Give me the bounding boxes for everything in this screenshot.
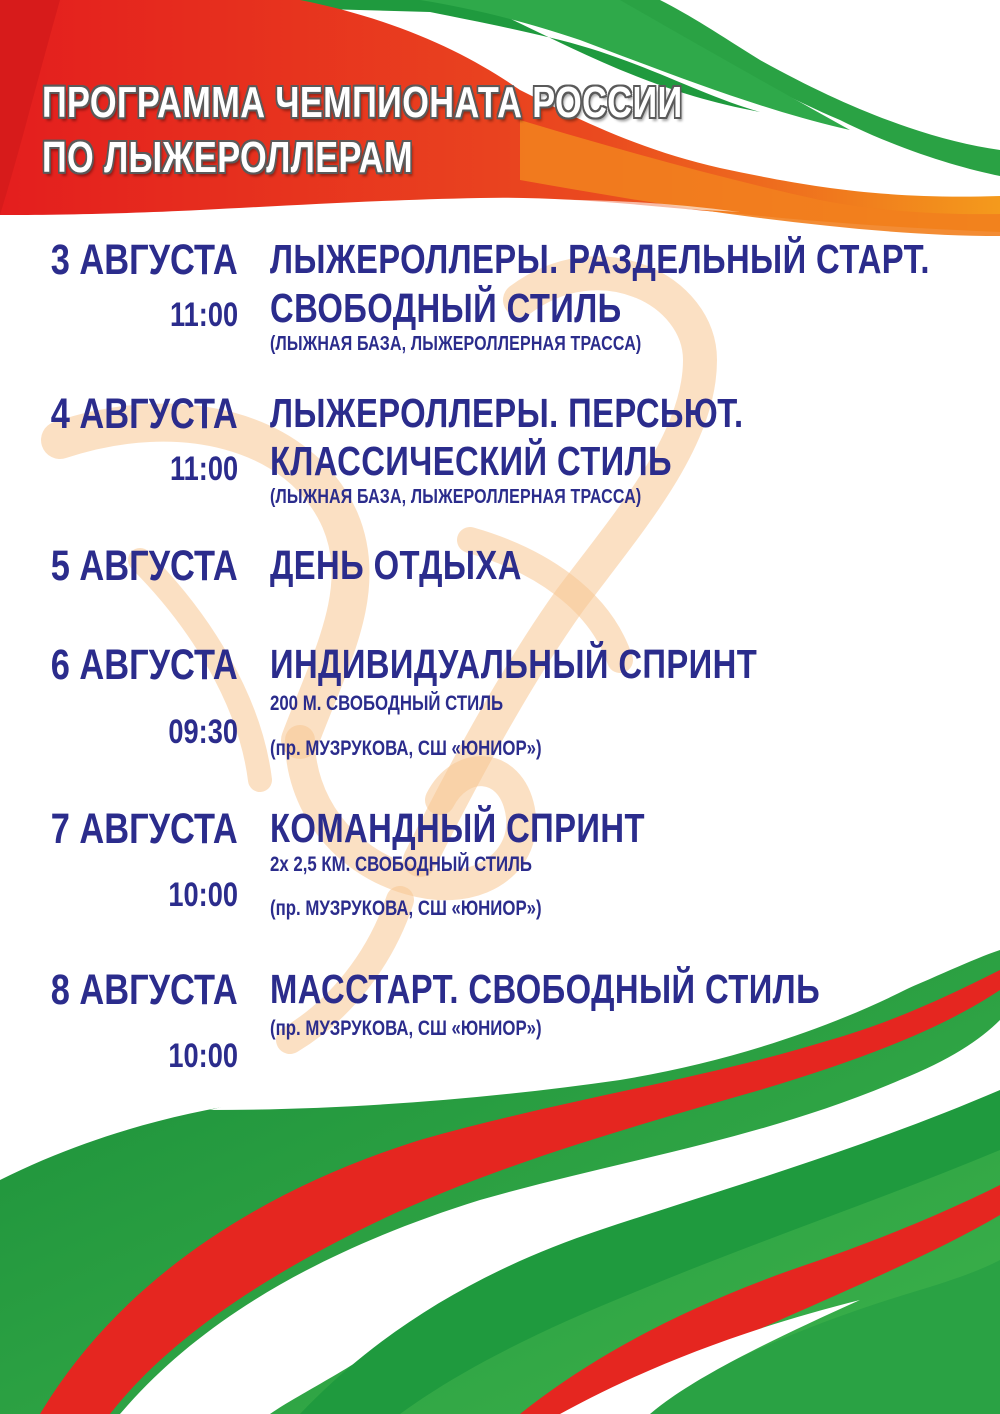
event-title-day-3: ДЕНЬ ОТДЫХА [270,542,522,588]
event-title-day-4: ИНДИВИДУАЛЬНЫЙ СПРИНТ [270,641,758,687]
event-style-day-2: КЛАССИЧЕСКИЙ СТИЛЬ [270,438,673,484]
title-line-2: ПО ЛЫЖЕРОЛЛЕРАМ [42,133,413,182]
location-day-6: (пр. МУЗРУКОВА, СШ «ЮНИОР») [270,1017,542,1040]
time-day-2: 11:00 [169,450,238,488]
date-day-3: 5 АВГУСТА [51,542,238,590]
event-title-day-2: ЛЫЖЕРОЛЛЕРЫ. ПЕРСЬЮТ. [270,390,744,436]
time-day-5: 10:00 [168,876,238,914]
date-day-6: 8 АВГУСТА [51,966,238,1014]
time-day-6: 10:00 [168,1037,238,1075]
event-title-day-6: МАССТАРТ. СВОБОДНЫЙ СТИЛЬ [270,966,821,1012]
event-title-day-1: ЛЫЖЕРОЛЛЕРЫ. РАЗДЕЛЬНЫЙ СТАРТ. [270,236,930,282]
location-day-2: (ЛЫЖНАЯ БАЗА, ЛЫЖЕРОЛЛЕРНАЯ ТРАССА) [270,486,642,508]
time-day-4: 09:30 [168,713,238,751]
event-title-day-5: КОМАНДНЫЙ СПРИНТ [270,805,645,851]
location-day-4: (пр. МУЗРУКОВА, СШ «ЮНИОР») [270,737,542,760]
event-style-day-1: СВОБОДНЫЙ СТИЛЬ [270,285,622,331]
date-day-2: 4 АВГУСТА [51,390,238,438]
location-day-5: (пр. МУЗРУКОВА, СШ «ЮНИОР») [270,897,542,920]
event-detail-day-4: 200 М. СВОБОДНЫЙ СТИЛЬ [270,692,504,715]
date-day-4: 6 АВГУСТА [51,641,238,689]
location-day-1: (ЛЫЖНАЯ БАЗА, ЛЫЖЕРОЛЛЕРНАЯ ТРАССА) [270,333,642,355]
time-day-1: 11:00 [169,296,238,334]
date-day-1: 3 АВГУСТА [51,236,238,284]
event-detail-day-5: 2х 2,5 КМ. СВОБОДНЫЙ СТИЛЬ [270,853,532,876]
title-line-1: ПРОГРАММА ЧЕМПИОНАТА РОССИИ [42,78,683,127]
date-day-5: 7 АВГУСТА [51,805,238,853]
